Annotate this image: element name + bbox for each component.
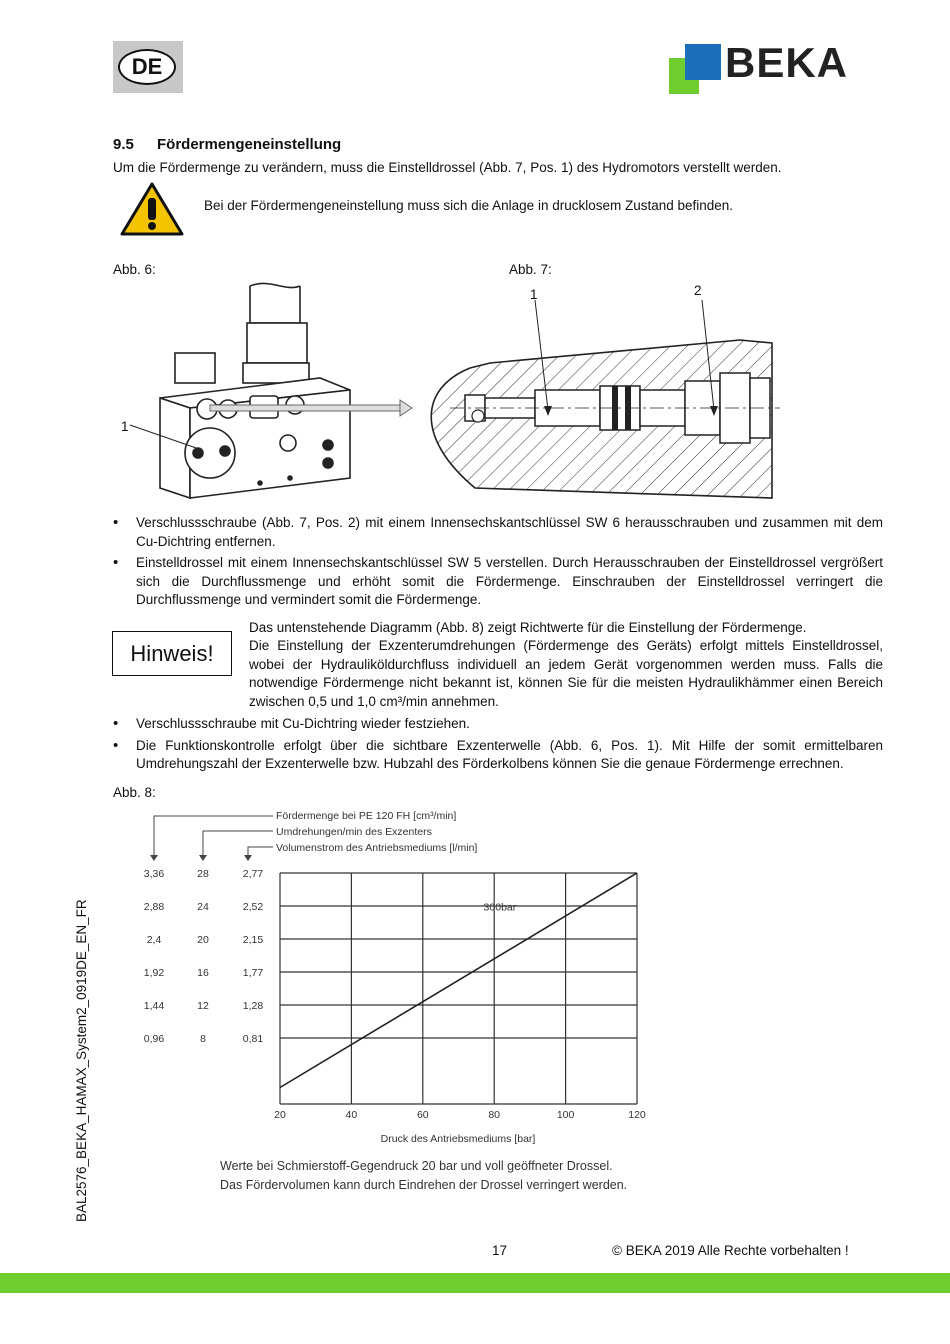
y-tick-foerdermenge: 1,92 [143,967,165,979]
y-tick-volumenstrom: 0,81 [242,1033,264,1045]
page-number: 17 [492,1243,508,1258]
instruction-list-a [113,514,883,610]
flow-rate-chart [110,800,670,1200]
language-badge [113,41,183,93]
list-item: • Einstelldrossel mit einem Innensechskantschlüssel SW 5 verstellen. Durch Herausschrauben der Einstelldrossel vergrößert sich die Durchflussmenge und erhöht somit die Fördermenge. Einschrauben der Einstelldrossel verringert die Durchflussmenge und vermindert somit die Fördermenge. [113,554,883,610]
legend-arrowheads [150,855,252,861]
chart-caption-1: Werte bei Schmierstoff-Gegendruck 20 bar und voll geöffneter Drossel. [220,1159,613,1173]
chart-caption-2: Das Fördervolumen kann durch Eindrehen der Drossel verringert werden. [220,1178,628,1192]
y-tick-umdrehungen: 24 [197,901,209,913]
series-line-300bar [280,873,637,1088]
y-tick-foerdermenge: 1,44 [143,1000,165,1012]
x-tick-label: 20 [274,1109,286,1121]
technical-drawing [110,278,790,508]
chart-series [280,873,637,1088]
x-tick-label: 80 [488,1109,501,1121]
hinweis-box: Hinweis! [112,631,232,676]
chart-grid [280,873,637,1104]
section-number: 9.5 [113,136,134,153]
y-tick-umdrehungen: 8 [200,1033,206,1045]
x-tick-labels [274,1109,646,1121]
y-tick-umdrehungen: 12 [197,1000,209,1012]
x-tick-label: 100 [556,1109,575,1121]
x-tick-label: 120 [628,1109,646,1121]
y-tick-labels [144,868,264,1045]
hinweis-line2: Die Einstellung der Exzenterumdrehungen (Fördermenge des Geräts) erfolgt mittels Einstelldrossel, wobei der Hydrauliköldurchfluss individuell an jedem Gerät vorgenommen werden muss. Falls die notwendige Fördermenge nicht bekannt ist, können Sie für die meisten Hydraulikhämmer einen Bereich zwischen 0,5 und 1,0 cm³/min annehmen. [249,638,883,709]
y-tick-foerdermenge: 2,88 [143,901,165,913]
legend-umdrehungen: Umdrehungen/min des Exzenters [276,826,432,838]
y-tick-umdrehungen: 28 [197,868,209,880]
document-code: BAL2576_BEKA_HAMAX_System2_0919DE_EN_FR [74,899,89,1222]
legend-leaders [154,816,273,857]
section-title: Fördermengeneinstellung [157,136,342,153]
y-tick-volumenstrom: 1,28 [242,1000,264,1012]
list-item: • Verschlussschraube (Abb. 7, Pos. 2) mit einem Innensechskantschlüssel SW 6 herausschrauben und zusammen mit dem Cu-Dichtring entfernen. [113,514,883,551]
y-tick-volumenstrom: 2,77 [242,868,264,880]
y-tick-foerdermenge: 0,96 [143,1033,165,1045]
fig8-label: Abb. 8: [113,785,156,800]
warning-text: Bei der Fördermengeneinstellung muss sich die Anlage in drucklosem Zustand befinden. [204,198,734,213]
fig6-drawing [130,283,350,498]
y-tick-volumenstrom: 2,52 [242,901,264,913]
fig6-callout: 1 [121,419,129,434]
hinweis-line1: Das untenstehende Diagramm (Abb. 8) zeigt Richtwerte für die Einstellung der Fördermenge. [249,620,807,635]
series-label: 300bar [483,901,517,914]
x-tick-label: 60 [416,1109,429,1121]
logo-text: BEKA [725,39,849,86]
legend-volumenstrom: Volumenstrom des Antriebsmediums [l/min] [276,842,478,854]
list-item: • Verschlussschraube mit Cu-Dichtring wieder festziehen. [113,715,883,734]
section-heading [113,136,341,153]
y-tick-umdrehungen: 16 [197,967,209,979]
instruction-list-b [113,715,883,774]
fig7-label: Abb. 7: [509,262,552,277]
legend-foerdermenge: Fördermenge bei PE 120 FH [cm³/min] [276,810,457,822]
logo-blue-square [685,44,721,80]
x-axis-label: Druck des Antriebsmediums [bar] [380,1133,536,1145]
y-tick-umdrehungen: 20 [197,934,209,946]
list-item: • Die Funktionskontrolle erfolgt über die sichtbare Exzenterwelle (Abb. 6, Pos. 1). Mit Hilfe der somit ermittelbaren Umdrehungszahl der Exzenterwelle bzw. Hubzahl des Förderkolbens können Sie die genaue Fördermenge errechnen. [113,737,883,774]
beka-logo [669,39,884,94]
copyright: © BEKA 2019 Alle Rechte vorbehalten ! [612,1243,849,1258]
fig7-drawing [431,300,780,498]
y-tick-volumenstrom: 2,15 [242,934,264,946]
footer-bar [0,1273,950,1293]
fig6-label: Abb. 6: [113,262,156,277]
language-badge-label: DE [118,49,176,85]
x-tick-label: 40 [345,1109,358,1121]
fig7-callout-2: 2 [694,283,702,298]
warning-icon [119,181,185,237]
section-intro: Um die Fördermenge zu verändern, muss die Einstelldrossel (Abb. 7, Pos. 1) des Hydromotors verstellt werden. [113,160,782,175]
y-tick-volumenstrom: 1,77 [242,967,264,979]
fig7-callout-1: 1 [530,287,538,302]
y-tick-foerdermenge: 3,36 [143,868,165,880]
y-tick-foerdermenge: 2,4 [146,934,162,946]
